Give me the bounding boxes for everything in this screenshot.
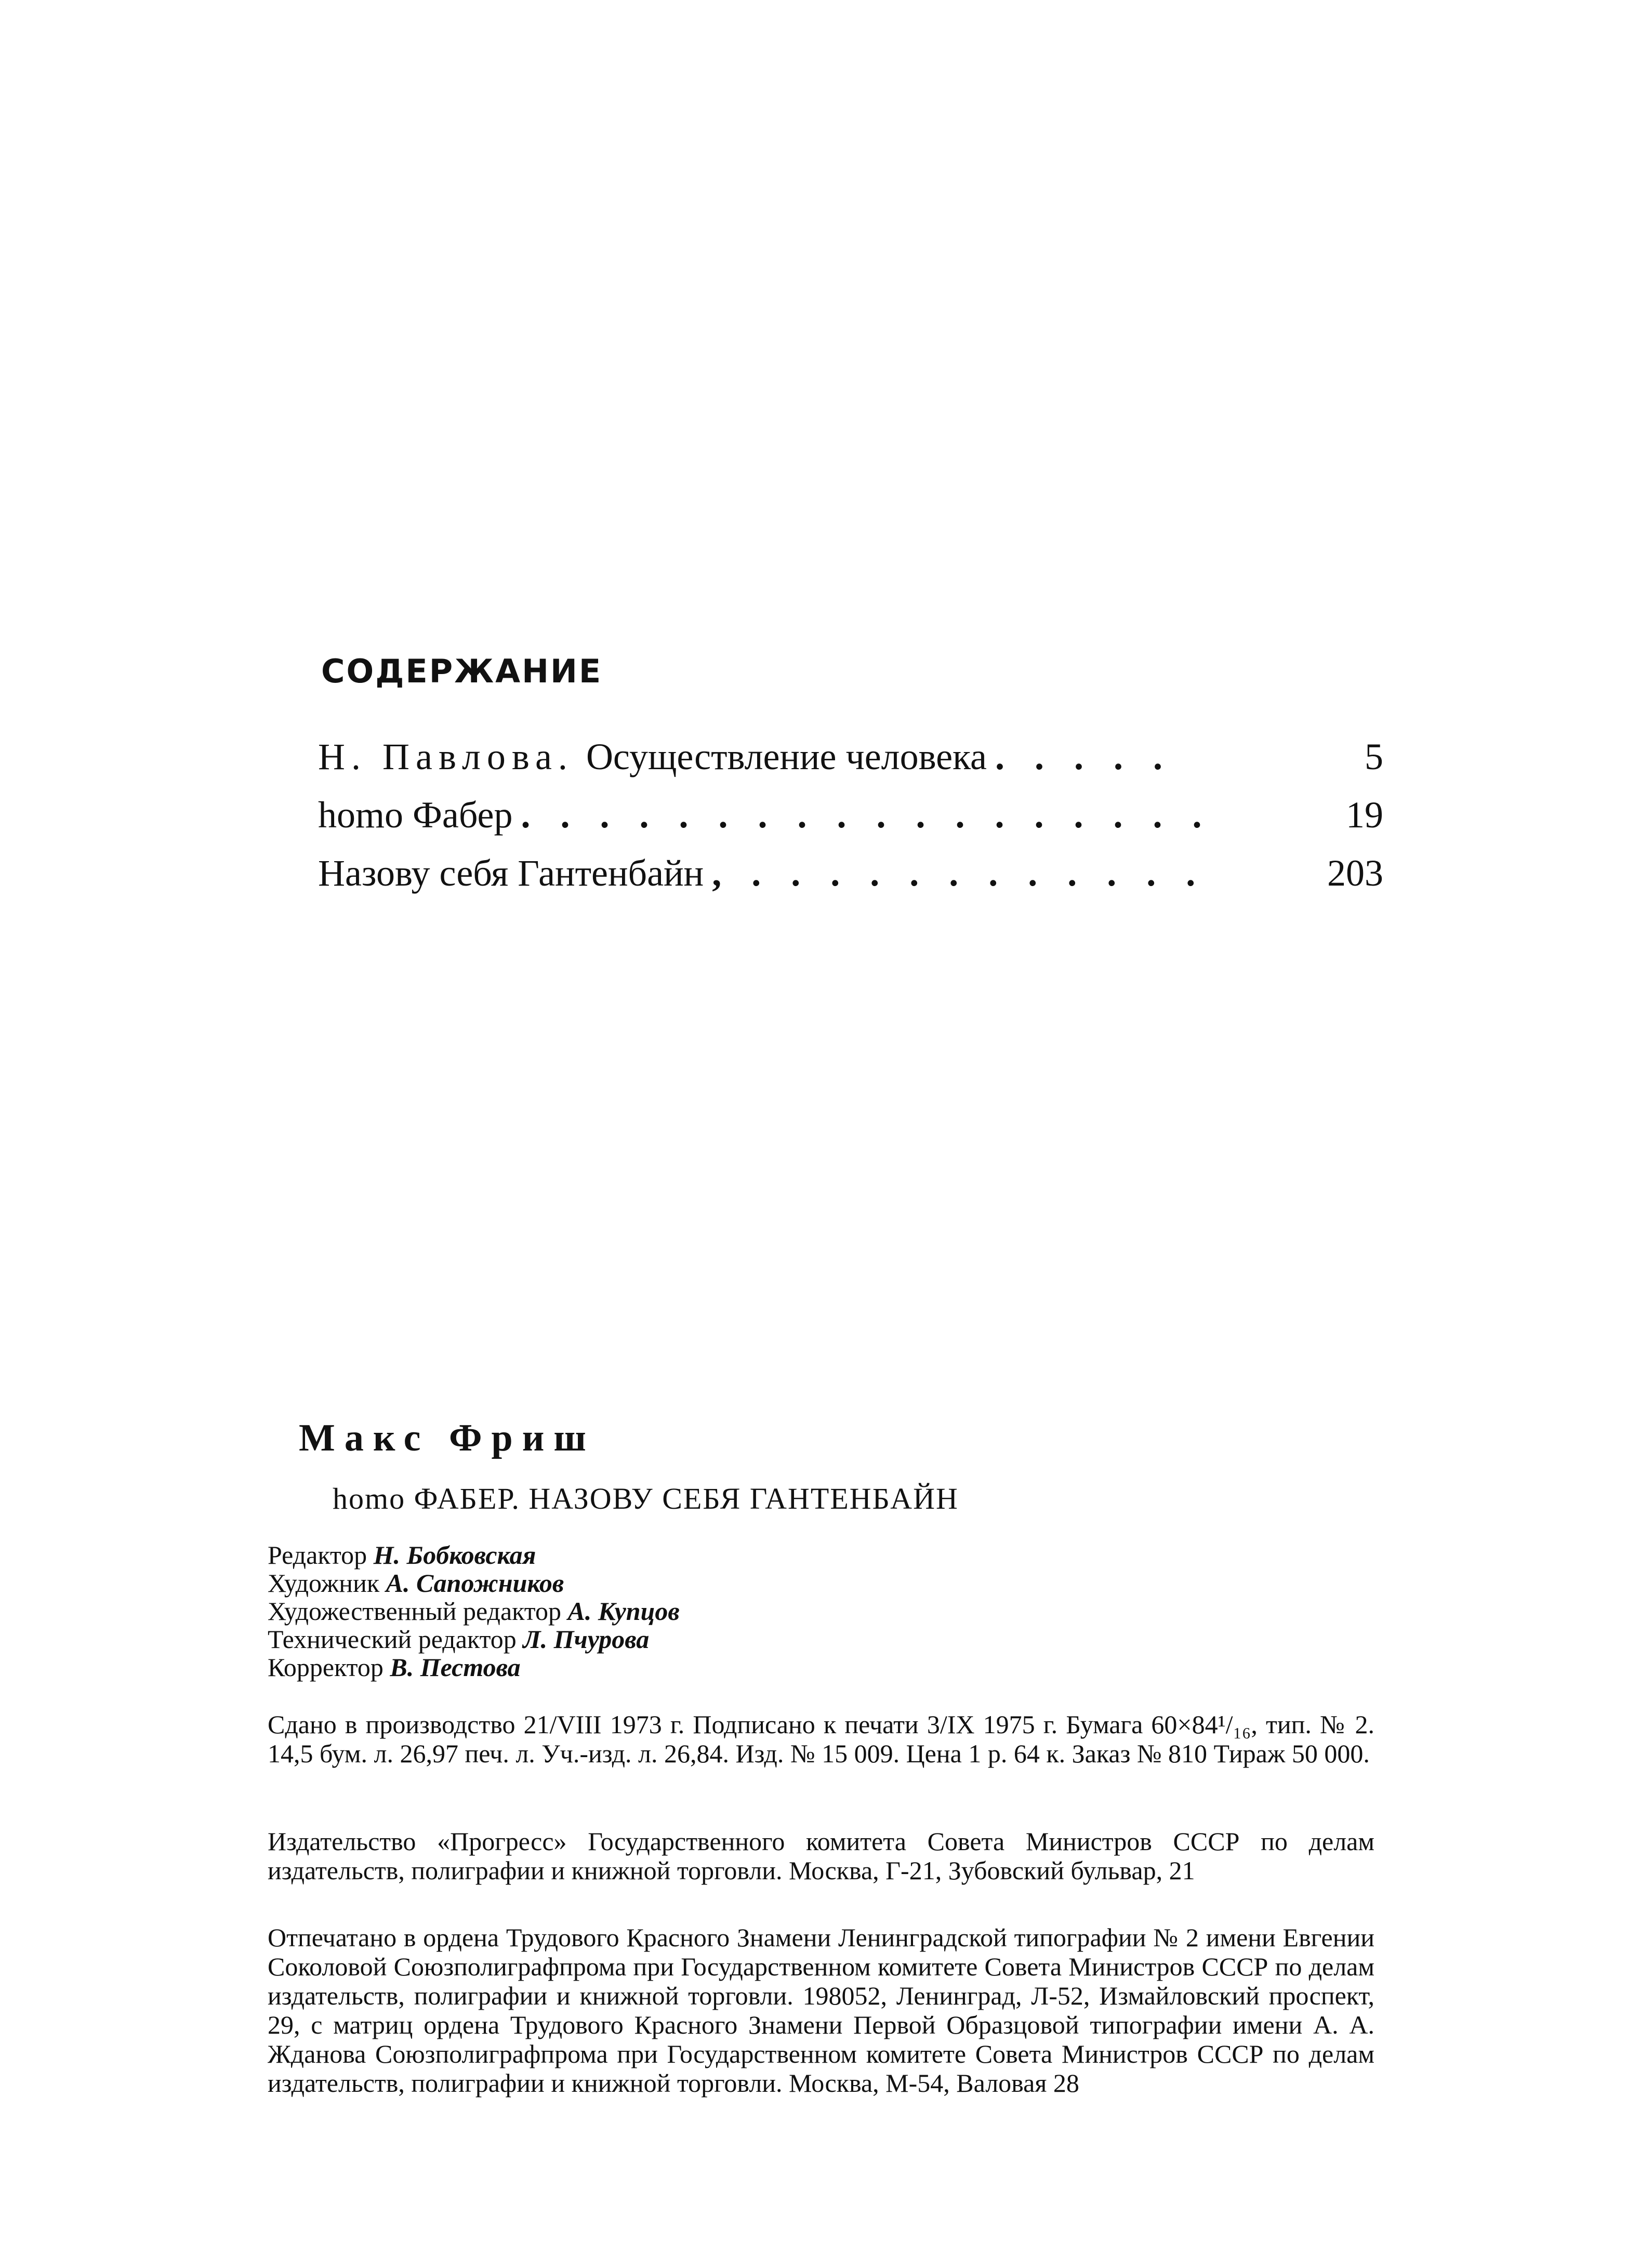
toc-heading: СОДЕРЖАНИЕ	[321, 652, 603, 690]
credit-name: А. Купцов	[567, 1597, 680, 1626]
credit-name: В. Пестова	[390, 1653, 521, 1682]
credit-role: Технический редактор	[268, 1625, 517, 1654]
toc-entry[interactable]	[318, 852, 1383, 910]
credit-line	[268, 1597, 1374, 1625]
toc-page-number: 5	[1365, 736, 1383, 777]
toc-leader-dots: , . . . . . . . . . . . .	[712, 852, 1206, 894]
imprint-author: Макс Фриш	[299, 1417, 596, 1459]
credit-line	[268, 1569, 1374, 1597]
toc-page-number: 19	[1346, 794, 1383, 836]
credit-line	[268, 1653, 1374, 1681]
credit-name: Л. Пчурова	[523, 1625, 650, 1654]
publisher-info: Издательство «Прогресс» Государственного комитета Совета Министров СССР по делам издательств, полиграфии и книжной торговли. Москва, Г-21, Зубовский бульвар, 21	[268, 1827, 1374, 1885]
print-details: Сдано в производство 21/VIII 1973 г. Подписано к печати 3/IX 1975 г. Бумага 60×84¹/₁₆, тип. № 2. 14,5 бум. л. 26,97 печ. л. Уч.-изд. л. 26,84. Изд. № 15 009. Цена 1 р. 64 к. Заказ № 810 Тираж 50 000.	[268, 1710, 1374, 1768]
toc-entry-title: Н. Павлова. Осуществление человека	[318, 736, 987, 777]
printer-info: Отпечатано в ордена Трудового Красного Знамени Ленинградской типографии № 2 имени Евгении Соколовой Союзполиграфпрома при Государственном комитете Совета Министров СССР по делам издательств, полиграфии и книжной торговли. 198052, Ленинград, Л-52, Измайловский проспект, 29, с матриц ордена Трудового Красного Знамени Первой Образцовой типографии имени А. А. Жданова Союзполиграфпрома при Государственном комитете Совета Министров СССР по делам издательств, полиграфии и книжной торговли. Москва, М-54, Валовая 28	[268, 1923, 1374, 2098]
toc-entry-title: homo Фабер	[318, 794, 513, 836]
credit-line	[268, 1625, 1374, 1653]
toc-entry[interactable]	[318, 794, 1383, 852]
imprint-book-title: homo ФАБЕР. НАЗОВУ СЕБЯ ГАНТЕНБАЙН	[333, 1482, 959, 1515]
credit-line	[268, 1541, 1374, 1569]
table-of-contents	[318, 735, 1383, 910]
credits-list	[268, 1541, 1374, 1681]
credit-name: Н. Бобковская	[373, 1540, 536, 1570]
toc-leader-dots: . . . . .	[995, 736, 1173, 777]
toc-page-number: 203	[1327, 852, 1383, 894]
credit-role: Художник	[268, 1568, 380, 1598]
toc-entry-title: Назову себя Гантенбайн	[318, 852, 704, 894]
credit-name: А. Сапожников	[386, 1568, 564, 1598]
credit-role: Корректор	[268, 1653, 383, 1682]
toc-entry-author: Н. Павлова.	[318, 736, 574, 777]
toc-entry[interactable]	[318, 735, 1383, 794]
credit-role: Художественный редактор	[268, 1597, 561, 1626]
toc-leader-dots: . . . . . . . . . . . . . . . . . .	[521, 794, 1212, 836]
credit-role: Редактор	[268, 1540, 367, 1570]
